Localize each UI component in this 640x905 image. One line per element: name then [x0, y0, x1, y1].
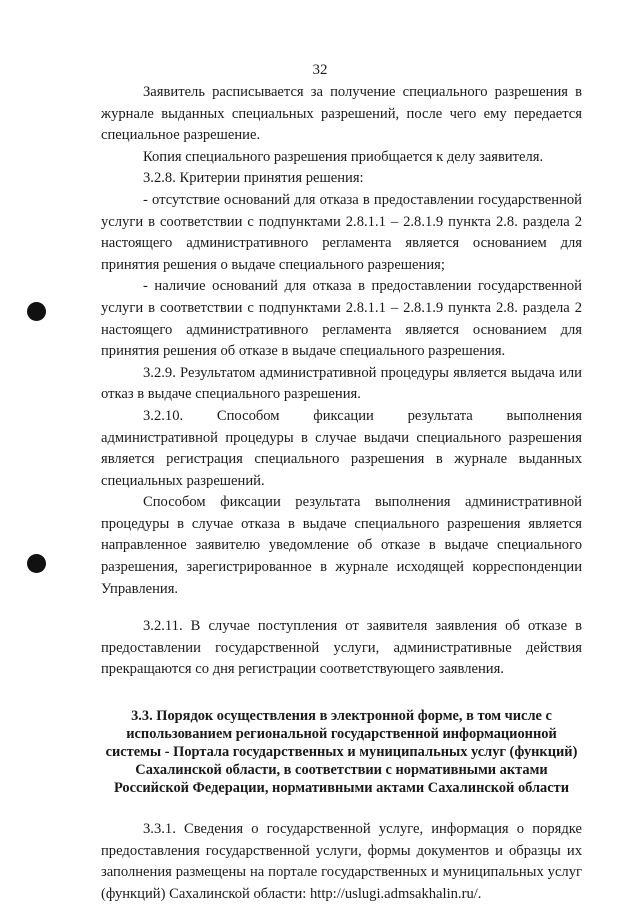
paragraph-8: Способом фиксации результата выполнения административной процедуры в случае отказа в выдаче специального разрешения является направленное заявителю уведомление об отказе в выдаче специального разрешения, зарегистрированное в журнале исходящей корреспонденции Управления. — [101, 494, 582, 597]
paragraph-final: 3.3.1. Сведения о государственной услуге, информация о порядке предоставления государственной услуги, формы документов и образцы их заполнения размещены на портале государственных и муниципальных услуг (функций) Сахалинской области: http://uslugi.admsakhalin.ru/. — [101, 821, 582, 902]
document-body — [101, 82, 582, 905]
paragraph-5: - наличие оснований для отказа в предоставлении государственной услуги в соответствии с подпунктами 2.8.1.1 – 2.8.1.9 пункта 2.8. раздела 2 настоящего административного регламента является основанием для принятия решения об отказе в выдаче специального разрешения. — [101, 278, 582, 360]
paragraph-3: 3.2.8. Критерии принятия решения: — [143, 170, 364, 187]
punch-hole-top — [27, 302, 46, 321]
paragraph-2: Копия специального разрешения приобщается к делу заявителя. — [143, 148, 544, 165]
page-number: 32 — [312, 62, 328, 78]
paragraph-9: 3.2.11. В случае поступления от заявителя заявления об отказе в предоставлении государственной услуги, административные действия прекращаются со дня регистрации соответствующего заявления. — [101, 618, 582, 678]
paragraph-6: 3.2.9. Результатом административной процедуры является выдача или отказ в выдаче специального разрешения. — [101, 364, 582, 403]
paragraph-7: 3.2.10. Способом фиксации результата выполнения административной процедуры в случае выдачи специального разрешения является регистрация специального разрешения в журнале выданных специальных разрешений. — [101, 407, 582, 489]
section-heading: 3.3. Порядок осуществления в электронной форме, в том числе с использованием региональной государственной информационной системы - Портала государственных и муниципальных услуг (функций) Сахалинской области, в соответствии с нормативными актами Российской Федерации, нормативными актами Сахалинской области — [105, 708, 578, 797]
paragraph-4: - отсутствие оснований для отказа в предоставлении государственной услуги в соответствии с подпунктами 2.8.1.1 – 2.8.1.9 пункта 2.8. раздела 2 настоящего административного регламента является основанием для принятия решения о выдаче специального разрешения; — [101, 191, 582, 273]
paragraph-1: Заявитель расписывается за получение специального разрешения в журнале выданных специальных разрешений, после чего ему передается специальное разрешение. — [101, 84, 582, 144]
punch-hole-bottom — [27, 554, 46, 573]
